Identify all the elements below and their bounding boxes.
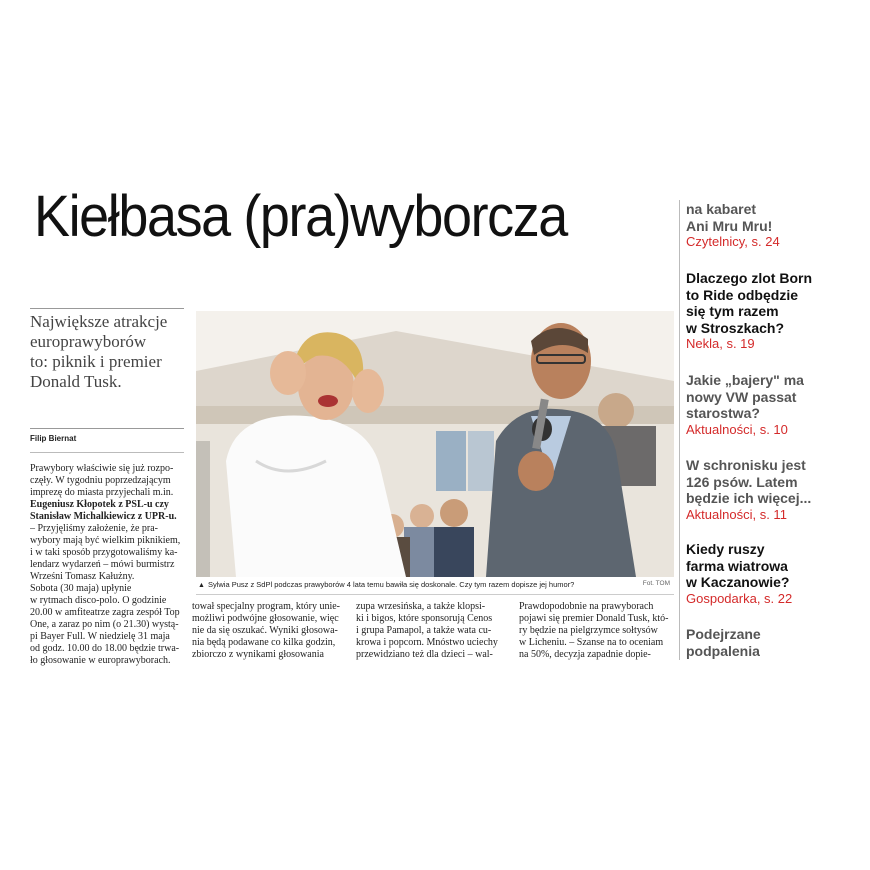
text-line: Prawdopodobnie na prawyborach <box>519 601 654 612</box>
triangle-icon: ▲ <box>198 582 205 589</box>
teaser-section: Nekla, s. 19 <box>686 336 755 351</box>
caption-text: Sylwia Pusz z SdPl podczas prawyborów 4 lata temu bawiła się doskonale. Czy tym razem dopisze jej humor? <box>207 580 575 589</box>
teaser-title-line: podpalenia <box>686 642 760 659</box>
divider <box>30 308 184 309</box>
teaser-title-line: Podejrzane <box>686 626 761 642</box>
text-line: możliwi podwójne głosowanie, więc <box>192 613 339 624</box>
text-line: One, a zaraz po nim (o 21.30) wystą- <box>30 619 179 630</box>
teaser-title-line: 126 psów. Latem <box>686 473 798 490</box>
sidebar-divider <box>679 200 680 660</box>
text-line: częły. W tygodniu poprzedzającym <box>30 475 171 486</box>
text-line: pojawi się premier Donald Tusk, któ- <box>519 613 669 624</box>
article-column-4 <box>519 601 675 661</box>
teaser-title-line: będzie ich więcej... <box>686 490 812 506</box>
text-line: pi Bayer Full. W niedzielę 31 maja <box>30 631 170 642</box>
article-headline: Kiełbasa (pra)wyborcza <box>34 184 567 249</box>
teaser-section: Gospodarka, s. 22 <box>686 590 793 606</box>
text-line: tował specjalny program, który unie- <box>192 601 341 612</box>
text-line: przewidziano też dla dzieci – wal- <box>356 649 493 660</box>
text-line: 20.00 w amfiteatrze zagra zespół Top <box>30 607 180 618</box>
divider <box>30 452 184 453</box>
text-line: w rytmach disco-polo. O godzinie <box>30 595 167 606</box>
lede-line: Największe atrakcje <box>30 312 168 331</box>
article-column-3 <box>356 601 512 661</box>
teaser-section: Aktualności, s. 10 <box>686 421 788 437</box>
article-lede <box>30 312 190 392</box>
text-line: zupa wrzesińska, a także klopsi- <box>356 601 486 612</box>
teaser-title-line: w Stroszkach? <box>686 319 785 336</box>
text-line: zbiorczo z wynikami głosowania <box>192 649 324 660</box>
text-line: i grupa Pamapol, a także wata cu- <box>356 625 492 636</box>
article-photo <box>196 311 674 577</box>
text-line: imprezę do miasta przyjechali m.in. <box>30 487 174 498</box>
photo-illustration <box>196 311 674 577</box>
photo-caption <box>198 580 674 589</box>
sidebar-teaser[interactable] <box>686 201 856 250</box>
text-line: Prawybory właściwie się już rozpo- <box>30 463 174 474</box>
teaser-section: Czytelnicy, s. 24 <box>686 234 780 249</box>
teaser-title-line: nowy VW passat <box>686 388 797 405</box>
text-line: lendarz wydarzeń – mówi burmistrz <box>30 559 175 570</box>
text-line: od godz. 10.00 do 18.00 będzie trwa- <box>30 643 180 654</box>
teaser-section: Aktualności, s. 11 <box>686 506 787 522</box>
text-line: i w taki sposób przygotowaliśmy ka- <box>30 547 178 558</box>
lede-line: Donald Tusk. <box>30 372 122 391</box>
teaser-title-line: Dlaczego zlot Born <box>686 270 813 286</box>
author-byline: Filip Biernat <box>30 434 77 443</box>
article-column-2 <box>192 601 348 661</box>
text-line: wybory mają być wielkim piknikiem, <box>30 535 181 546</box>
sidebar-teaser[interactable] <box>686 270 856 352</box>
text-line: Eugeniusz Kłopotek z PSL-u czy <box>30 499 169 510</box>
teaser-title-line: Ani Mru Mru! <box>686 217 773 234</box>
teaser-title-line: na kabaret <box>686 201 757 217</box>
text-line: w Licheniu. – Szanse na to oceniam <box>519 637 664 648</box>
sidebar-teaser[interactable] <box>686 626 856 659</box>
teaser-title-line: Jakie „bajery" ma <box>686 372 804 388</box>
text-line: krowa i popcorn. Mnóstwo uciechy <box>356 637 498 648</box>
photo-credit: Fot. TOM <box>642 580 670 587</box>
teaser-title-line: się tym razem <box>686 303 779 319</box>
text-line: Sobota (30 maja) upłynie <box>30 583 132 594</box>
teaser-title-line: to Ride odbędzie <box>686 286 798 303</box>
sidebar-teaser[interactable] <box>686 541 856 607</box>
teaser-title-line: Kiedy ruszy <box>686 541 765 557</box>
sidebar-teaser[interactable] <box>686 372 856 438</box>
teaser-title-line: starostwa? <box>686 405 760 421</box>
text-line: – Przyjęliśmy założenie, że pra- <box>30 523 158 534</box>
lede-line: to: piknik i premier <box>30 352 162 371</box>
text-line: ło głosowanie w europrawyborach. <box>30 655 171 666</box>
teaser-title-line: W schronisku jest <box>686 457 806 473</box>
divider <box>196 594 674 595</box>
text-line: ki i bigos, które sponsorują Cenos <box>356 613 493 624</box>
text-line: nia będą podawane co kilka godzin, <box>192 637 336 648</box>
text-line: nie da się oszukać. Wyniki głosowa- <box>192 625 338 636</box>
lede-line: europrawyborów <box>30 332 147 351</box>
teaser-title-line: farma wiatrowa <box>686 557 788 574</box>
text-line: Stanisław Michalkiewicz z UPR-u. <box>30 511 177 522</box>
text-line: Wrześni Tomasz Kałużny. <box>30 571 135 582</box>
text-line: na 50%, decyzja zapadnie dopie- <box>519 649 651 660</box>
sidebar-teaser[interactable] <box>686 457 856 523</box>
text-line: ry będzie na pielgrzymce sołtysów <box>519 625 658 636</box>
divider <box>30 428 184 429</box>
article-column-1 <box>30 463 186 667</box>
teaser-title-line: w Kaczanowie? <box>686 574 790 590</box>
